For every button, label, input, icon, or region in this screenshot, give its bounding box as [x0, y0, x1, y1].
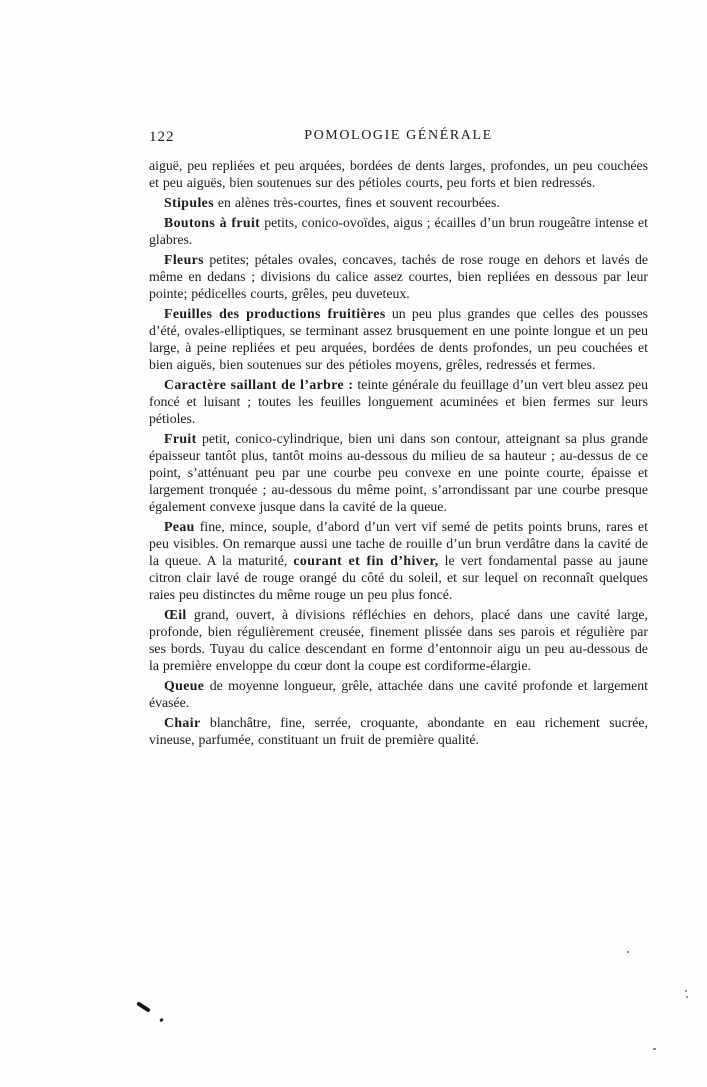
- scan-speck: [627, 951, 629, 953]
- lead-caractere-saillant: Caractère saillant de l’arbre :: [164, 377, 354, 392]
- lead-queue: Queue: [164, 678, 205, 693]
- paragraph-text: petit, conico-cylindrique, bien uni dans son contour, atteignant sa plus grande épaisseur tantôt plus, tantôt moins au-dessous du milieu de sa hauteur ; au-dessus de ce point, s’atténuant peu par une courbe peu convexe en une pointe courte, épaisse et largement tronquée ; au-dessous du même point, s’arrondissant par une courbe presque également convexe jusque dans la cavité de la queue.: [149, 431, 648, 514]
- paragraph-text: aiguë, peu repliées et peu arquées, bordées de dents larges, profondes, un peu couchées et peu aiguës, bien soutenues sur des pétioles courts, peu forts et bien redressés.: [149, 158, 648, 190]
- paragraph-text: le vert fondamental passe au jaune citron clair lavé de rouge orangé du côté du soleil, et sur lequel on reconnaît quelques raies peu distinctes du même rouge un peu plus foncé.: [149, 553, 648, 602]
- lead-boutons-a-fruit: Boutons à fruit: [164, 215, 261, 230]
- text-block: [149, 128, 648, 751]
- paragraph-peau: [149, 518, 648, 603]
- paragraph-text: grand, ouvert, à divisions réfléchies en dehors, placé dans une cavité large, profonde, bien régulièrement creusée, finement plissée dans ses parois et régulière par ses bords. Tuyau du calice descendant en forme d’entonnoir aigu un peu au-dessous de la première enveloppe du cœur dont la coupe est cordiforme-élargie.: [149, 607, 648, 673]
- paragraph-text: de moyenne longueur, grêle, attachée dans une cavité profonde et largement évasée.: [149, 678, 648, 710]
- paragraph-stipules: [149, 194, 648, 211]
- paragraph-continuation: [149, 157, 648, 191]
- paragraph-text: teinte générale du feuillage d’un vert bleu assez peu foncé et luisant ; toutes les feuilles longuement acuminées et bien fermes sur leurs pétioles.: [149, 377, 648, 426]
- bold-courant-et-fin-dhiver: courant et fin d’hiver,: [293, 553, 439, 568]
- paragraph-feuilles-productions: [149, 305, 648, 373]
- ink-smudge-mark: [136, 1001, 151, 1013]
- paragraph-oeil: [149, 606, 648, 674]
- paragraph-text: blanchâtre, fine, serrée, croquante, abondante en eau richement sucrée, vineuse, parfumée, constituant un fruit de première qualité.: [149, 715, 648, 747]
- running-title: POMOLOGIE GÉNÉRALE: [304, 128, 493, 143]
- paragraph-caractere-saillant: [149, 376, 648, 427]
- scan-speck: [686, 996, 688, 998]
- paragraph-fruit: [149, 430, 648, 515]
- scan-speck: [685, 990, 687, 992]
- ink-dot-mark: [159, 1018, 164, 1023]
- lead-feuilles-productions: Feuilles des productions fruitières: [164, 306, 386, 321]
- paragraph-text: fine, mince, souple, d’abord d’un vert vif semé de petits points bruns, rares et peu visibles. On remarque aussi une tache de rouille d’un brun verdâtre dans la cavité de la queue. A la maturité,: [149, 519, 648, 568]
- paragraph-boutons-a-fruit: [149, 214, 648, 248]
- paragraph-text: petits, conico-ovoïdes, aigus ; écailles d’un brun rougeâtre intense et glabres.: [149, 215, 648, 247]
- paragraph-text: un peu plus grandes que celles des pousses d’été, ovales-elliptiques, se terminant assez brusquement en une pointe longue et un peu large, à peine repliées et peu arquées, bordées de dents profondes, un peu couchées et bien aiguës, bien soutenues sur des pétioles moyens, grêles, redressés et fermes.: [149, 306, 648, 372]
- page-number: 122: [149, 129, 175, 145]
- lead-oeil: Œil: [164, 607, 187, 622]
- lead-fruit: Fruit: [164, 431, 197, 446]
- running-head: [149, 128, 648, 147]
- paragraph-fleurs: [149, 251, 648, 302]
- paragraph-text: petites; pétales ovales, concaves, tachés de rose rouge en dehors et lavés de même en dedans ; divisions du calice assez courtes, bien repliées en dessous par leur pointe; pédicelles courts, grêles, peu duveteux.: [149, 252, 648, 301]
- paragraph-queue: [149, 677, 648, 711]
- paragraph-text: en alènes très-courtes, fines et souvent recourbées.: [213, 195, 500, 210]
- lead-fleurs: Fleurs: [164, 252, 204, 267]
- lead-chair: Chair: [164, 715, 201, 730]
- paragraph-chair: [149, 714, 648, 748]
- scan-speck: [653, 1048, 656, 1050]
- lead-peau: Peau: [164, 519, 195, 534]
- lead-stipules: Stipules: [164, 195, 214, 210]
